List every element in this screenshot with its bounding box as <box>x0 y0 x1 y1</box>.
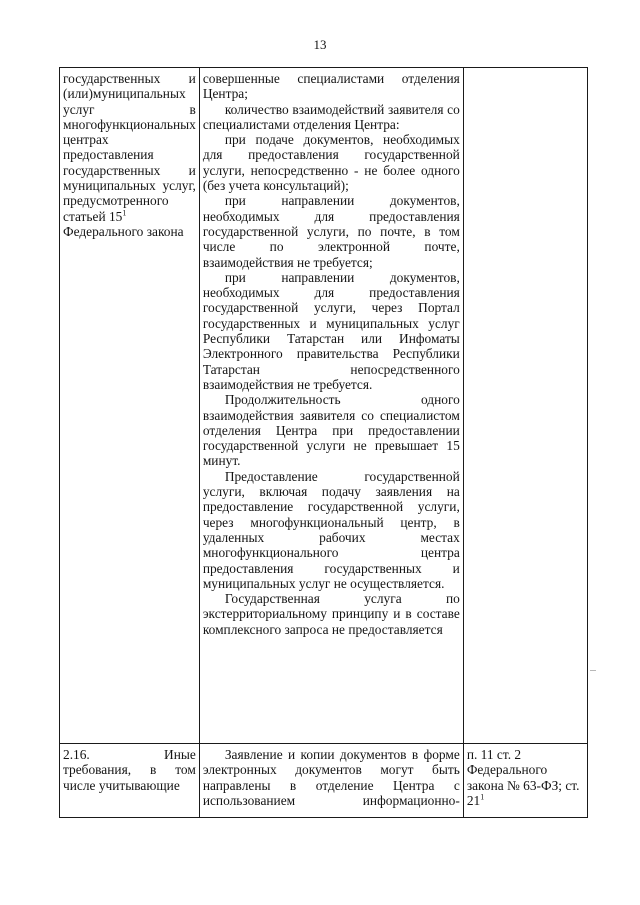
page-number: 13 <box>313 37 327 52</box>
legal-basis-cell <box>463 744 587 818</box>
legal-basis-cell <box>463 68 587 744</box>
superscript: 1 <box>122 208 127 218</box>
requirement-name-cell <box>60 68 200 744</box>
regulation-table <box>59 67 588 818</box>
content-paragraph: Заявление и копии документов в форме электронных документов могут быть направлены в отделение Центра с использованием информационно- <box>202 747 460 808</box>
requirement-content-cell <box>199 68 463 744</box>
content-paragraph: Государственная услуга по экстерриториальному принципу и в составе комплексного запроса не предоставляется <box>202 591 460 637</box>
content-paragraph: при направлении документов, необходимых для предоставления государственной услуги, по почте, в том числе по электронной почте, взаимодействия не требуется; <box>202 193 460 270</box>
table-row <box>60 744 588 818</box>
content-paragraph: Продолжительность одного взаимодействия заявителя со специалистом отделения Центра при предоставлении государственной услуги не превышает 15 минут. <box>202 392 460 469</box>
content-paragraph: Предоставление государственной услуги, включая подачу заявления на предоставление государственной услуги, через многофункциональный центр, в удаленных рабочих местах многофункционального центра предоставления государственных и муниципальных услуг не осуществляется. <box>202 468 460 591</box>
requirement-name-cell <box>60 744 200 818</box>
requirement-name-text-cont: Федерального закона <box>63 223 184 239</box>
content-paragraph: количество взаимодействий заявителя со специалистами отделения Центра: <box>202 101 460 132</box>
requirement-name-text: государственных и (или)муниципальных услуг в многофункциональных центрах предоставления государственных и муниципальных услуг, предусмотренного статьей $15^1$ <box>63 71 196 224</box>
legal-basis-text: п. 11 ст. 2 Федерального закона № 63-ФЗ; ст. $21^1$ <box>466 747 580 808</box>
content-paragraph: при направлении документов, необходимых для предоставления государственной услуги, через Портал государственных и муниципальных услуг Республики Татарстан или Инфоматы Электронного правительства Республики Татарстан непосредственного взаимодействия не требуется. <box>202 269 460 392</box>
content-paragraph: при подаче документов, необходимых для предоставления государственной услуги, непосредственно - не более одного (без учета консультаций); <box>202 132 460 194</box>
content-paragraph: совершенные специалистами отделения Центра; <box>202 71 460 102</box>
requirement-content-cell <box>199 744 463 818</box>
scan-artifact <box>590 670 596 671</box>
table-row <box>60 68 588 744</box>
superscript: 1 <box>480 792 485 802</box>
requirement-name-text: 2.16. Иные требования, в том числе учитывающие <box>63 747 196 793</box>
